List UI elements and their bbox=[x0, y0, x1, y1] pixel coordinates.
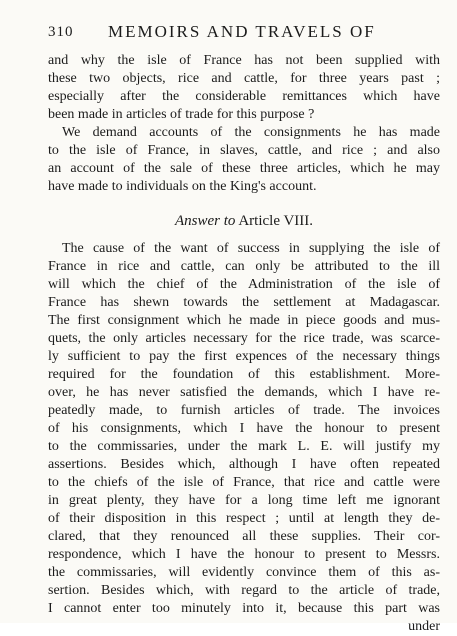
paragraph-1 bbox=[48, 52, 440, 124]
text-line: France in rice and cattle, can only be attributed to the ill bbox=[48, 259, 440, 274]
text-line: respondence, which I have the honour to present to Messrs. bbox=[48, 547, 440, 562]
text-line: clared, that they renounced all these supplies. Their cor- bbox=[48, 529, 440, 544]
heading-roman: Article VIII. bbox=[238, 213, 314, 229]
text-line: ly sufficient to pay the first expences of the necessary things bbox=[48, 349, 440, 364]
text-line: required for the foundation of this establishment. More- bbox=[48, 367, 440, 382]
paragraph-3 bbox=[48, 240, 440, 618]
text-line: these two objects, rice and cattle, for three years past ; bbox=[48, 71, 440, 86]
text-line: We demand accounts of the consignments he has made bbox=[62, 125, 440, 140]
heading-italic: Answer to bbox=[174, 213, 236, 229]
text-line: The first consignment which he made in piece goods and mus- bbox=[48, 313, 440, 328]
text-line: will which the chief of the Administration of the isle of bbox=[48, 277, 440, 292]
text-line: to the commissaries, under the mark L. E. will justify my bbox=[48, 439, 440, 454]
text-line: the commissaries, will evidently convince them of this as- bbox=[48, 565, 440, 580]
text-line: to the chiefs of the isle of France, that rice and cattle were bbox=[48, 475, 440, 490]
section-heading bbox=[48, 210, 440, 232]
text-line: France has shewn towards the settlement at Madagascar. bbox=[48, 295, 440, 310]
page-header bbox=[48, 22, 440, 44]
text-line: have made to individuals on the King's account. bbox=[48, 179, 317, 194]
body-text bbox=[48, 52, 440, 636]
paragraph-2 bbox=[48, 124, 440, 196]
text-line: I cannot enter too minutely into it, because this part was bbox=[48, 601, 440, 616]
text-line: in great plenty, they have for a long time left me ignorant bbox=[48, 493, 440, 508]
text-line: peatedly made, to furnish articles of trade. The invoices bbox=[48, 403, 440, 418]
text-line: to the isle of France, in slaves, cattle, and rice ; and also bbox=[48, 143, 440, 158]
text-line: been made in articles of trade for this purpose ? bbox=[48, 107, 315, 122]
text-line: The cause of the want of success in supplying the isle of bbox=[62, 241, 440, 256]
catchword: under bbox=[408, 619, 440, 634]
text-line: over, he has never satisfied the demands, which I have re- bbox=[48, 385, 440, 400]
text-line: sertion. Besides which, with regard to the article of trade, bbox=[48, 583, 440, 598]
text-line: quets, the only articles necessary for the rice trade, was scarce- bbox=[48, 331, 440, 346]
text-line: and why the isle of France has not been supplied with bbox=[48, 53, 440, 68]
page-number: 310 bbox=[48, 24, 74, 40]
text-line: an account of the sale of these three articles, which he may bbox=[48, 161, 440, 176]
spacer bbox=[48, 196, 440, 210]
running-head: MEMOIRS AND TRAVELS OF bbox=[108, 22, 376, 41]
text-line: of his consignments, which I have the honour to present bbox=[48, 421, 440, 436]
text-line: assertions. Besides which, although I have often repeated bbox=[48, 457, 440, 472]
text-line: especially after the considerable remittances which have bbox=[48, 89, 440, 104]
text-line: of their disposition in this respect ; until at length they de- bbox=[48, 511, 440, 526]
